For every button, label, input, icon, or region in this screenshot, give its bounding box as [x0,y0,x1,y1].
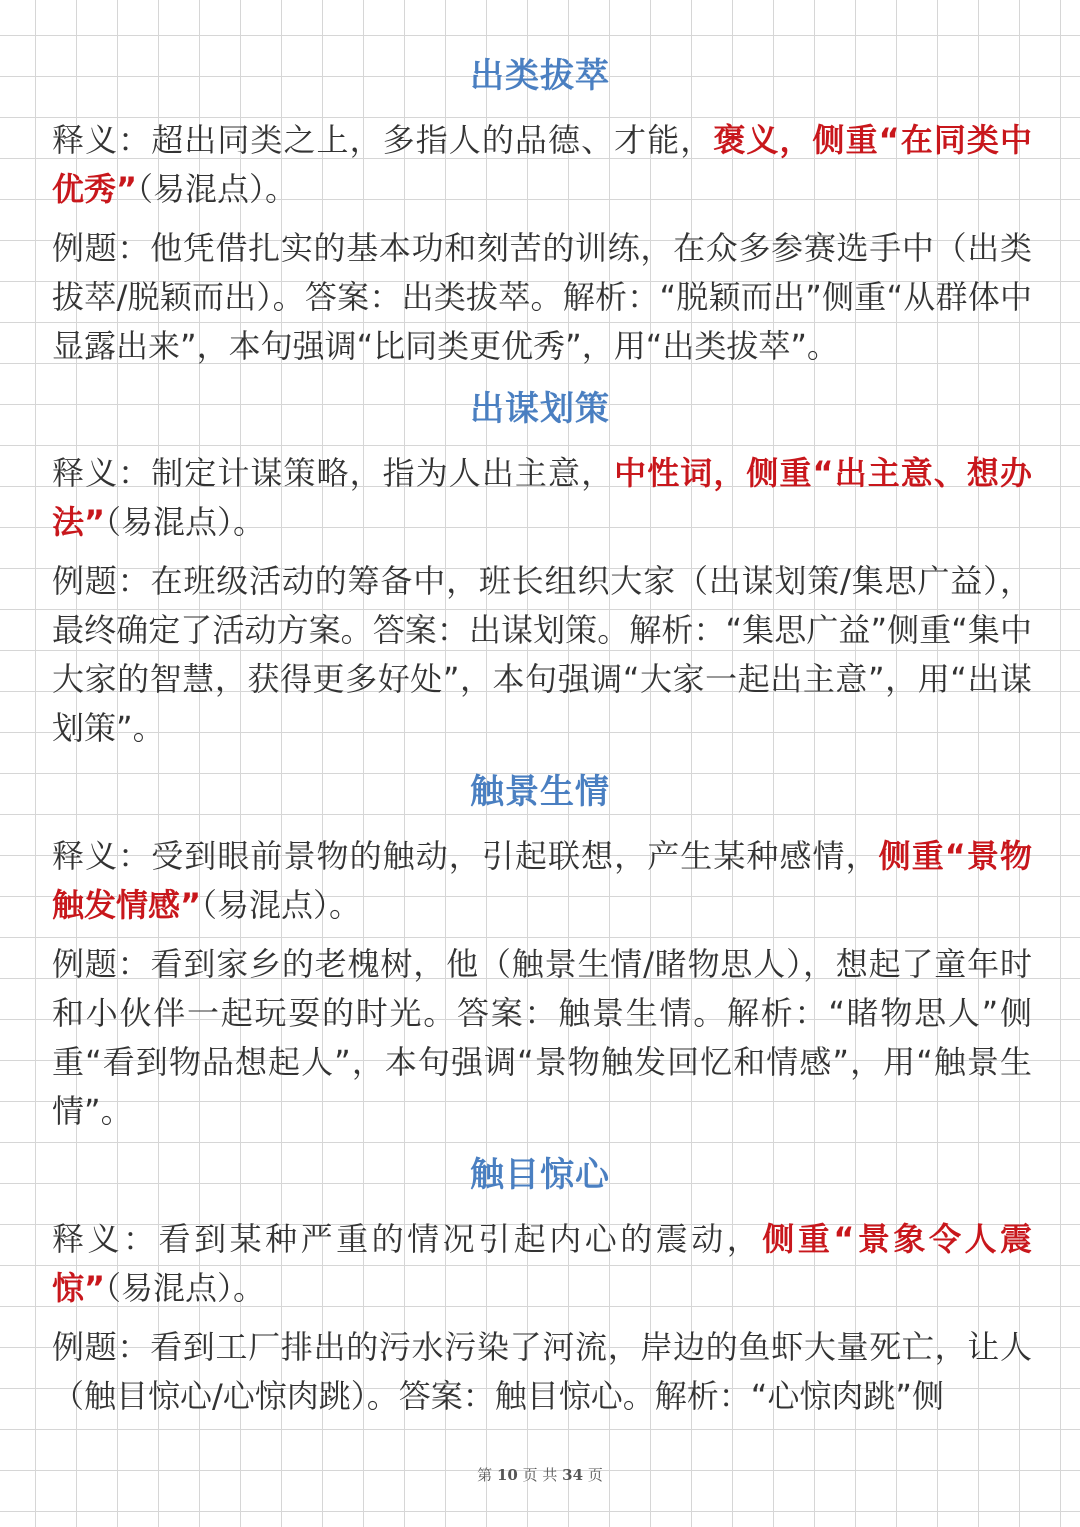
definition-tail: （易混点）。 [201,886,362,924]
definition-highlight: 中性词，侧重“出主意、想办法” [52,454,1032,541]
page-footer [0,1464,1080,1485]
definition-highlight: 褒义，侧重“在同类中优秀” [52,121,1032,208]
definition-lead: 释义：超出同类之上，多指人的品德、才能， [52,121,714,159]
definition-highlight: 侧重“景象令人震惊” [52,1220,1032,1307]
definition-paragraph [52,449,1032,547]
page-number: 10 [496,1466,518,1484]
definition-paragraph [52,116,1032,214]
definition-highlight: 侧重“景物触发情感” [52,837,1032,924]
definition-paragraph [52,1215,1032,1313]
definition-lead: 释义：受到眼前景物的触动，引起联想，产生某种感情， [52,837,879,875]
total-pages: 34 [562,1466,584,1484]
definition-paragraph [52,832,1032,930]
example-paragraph: 例题：他凭借扎实的基本功和刻苦的训练，在众多参赛选手中（出类拔萃/脱颖而出）。答案：出类拔萃。解析：“脱颖而出”侧重“从群体中显露出来”，本句强调“比同类更优秀”，用“出类拔萃”。 [52,229,1032,365]
example-paragraph: 例题：在班级活动的筹备中，班长组织大家（出谋划策/集思广益），最终确定了活动方案。答案：出谋划策。解析：“集思广益”侧重“集中大家的智慧，获得更多好处”，本句强调“大家一起出主意”，用“出谋划策”。 [52,562,1032,747]
definition-tail: （易混点）。 [105,1269,266,1307]
footer-prefix: 第 [477,1466,493,1484]
definition-tail: （易混点）。 [137,170,298,208]
entry-title: 出类拔萃 [470,56,610,96]
definition-tail: （易混点）。 [105,503,266,541]
footer-suffix: 页 [587,1466,603,1484]
definition-lead: 释义：制定计谋策略，指为人出主意， [52,454,615,492]
example-paragraph: 例题：看到工厂排出的污水污染了河流，岸边的鱼虾大量死亡，让人（触目惊心/心惊肉跳）。答案：触目惊心。解析：“心惊肉跳”侧 [52,1328,1032,1415]
definition-lead: 释义：看到某种严重的情况引起内心的震动， [52,1220,763,1258]
example-paragraph: 例题：看到家乡的老槐树，他（触景生情/睹物思人），想起了童年时和小伙伴一起玩耍的时光。答案：触景生情。解析：“睹物思人”侧重“看到物品想起人”，本句强调“景物触发回忆和情感”，用“触景生情”。 [52,945,1032,1130]
entry-title: 触目惊心 [470,1155,610,1195]
entry-title: 触景生情 [470,772,610,812]
footer-middle: 页 共 [522,1466,558,1484]
entry-title: 出谋划策 [470,389,610,429]
